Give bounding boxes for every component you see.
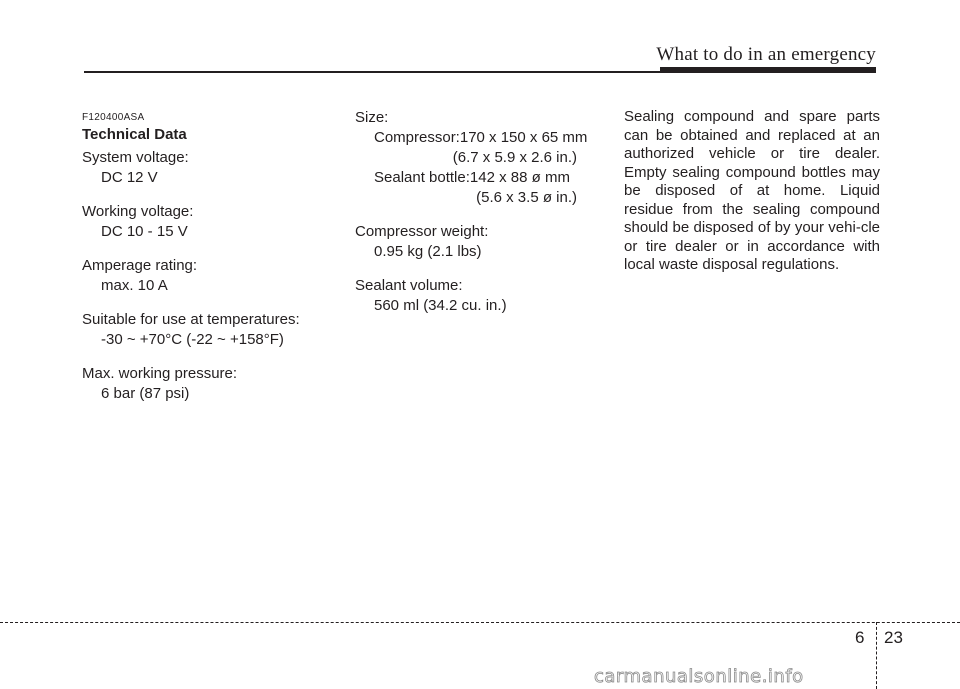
- spec-value-compressor-size-in: (6.7 x 5.9 x 2.6 in.): [452, 149, 577, 166]
- spec-label: Size:: [355, 109, 389, 126]
- spec-temperatures: [82, 310, 332, 350]
- watermark: carmanualsonline.info: [594, 666, 804, 687]
- section-title: Technical Data: [82, 126, 187, 143]
- spec-value-sealant-bottle-size: Sealant bottle:142 x 88 ø mm: [374, 169, 570, 186]
- spec-label: Suitable for use at temperatures:: [82, 311, 300, 328]
- spec-sealant-volume: [355, 276, 605, 316]
- middle-column: [355, 108, 605, 330]
- spec-amperage-rating: [82, 256, 332, 296]
- spec-label: Compressor weight:: [355, 223, 489, 240]
- spec-working-voltage: [82, 202, 332, 242]
- chapter-number: 6: [855, 628, 865, 647]
- spec-label: System voltage:: [82, 149, 189, 166]
- spec-value: 0.95 kg (2.1 lbs): [374, 243, 482, 260]
- footer-divider: [876, 622, 877, 689]
- spec-value: 560 ml (34.2 cu. in.): [374, 297, 507, 314]
- left-column: [82, 108, 332, 418]
- spec-size: [355, 108, 605, 208]
- header-title: What to do in an emergency: [656, 44, 876, 65]
- footer-rule: [0, 622, 960, 623]
- right-column: [624, 108, 880, 275]
- spec-value: -30 ~ +70°C (-22 ~ +158°F): [101, 331, 284, 348]
- spec-label: Working voltage:: [82, 203, 194, 220]
- page-number: 23: [884, 628, 903, 647]
- spec-compressor-weight: [355, 222, 605, 262]
- spec-value-sealant-bottle-size-in: (5.6 x 3.5 ø in.): [476, 189, 577, 206]
- spec-value: DC 10 - 15 V: [101, 223, 188, 240]
- section-code: F120400ASA: [82, 112, 145, 123]
- spec-value: max. 10 A: [101, 277, 168, 294]
- spec-value: DC 12 V: [101, 169, 158, 186]
- spec-max-pressure: [82, 364, 332, 404]
- header-rule-tab: [660, 67, 876, 73]
- spec-value: 6 bar (87 psi): [101, 385, 190, 402]
- spec-system-voltage: [82, 148, 332, 188]
- disposal-note: Sealing compound and spare parts can be obtained and replaced at an authorized vehicle or tire dealer. Empty sealing compound bottles may be disposed of at home. Liquid residue from the sealing compound should be disposed of by your vehi-cle or tire dealer or in accordance with local waste disposal regulations.: [624, 108, 880, 273]
- spec-label: Amperage rating:: [82, 257, 198, 274]
- spec-value-compressor-size: Compressor:170 x 150 x 65 mm: [374, 129, 588, 146]
- spec-label: Max. working pressure:: [82, 365, 238, 382]
- spec-label: Sealant volume:: [355, 277, 463, 294]
